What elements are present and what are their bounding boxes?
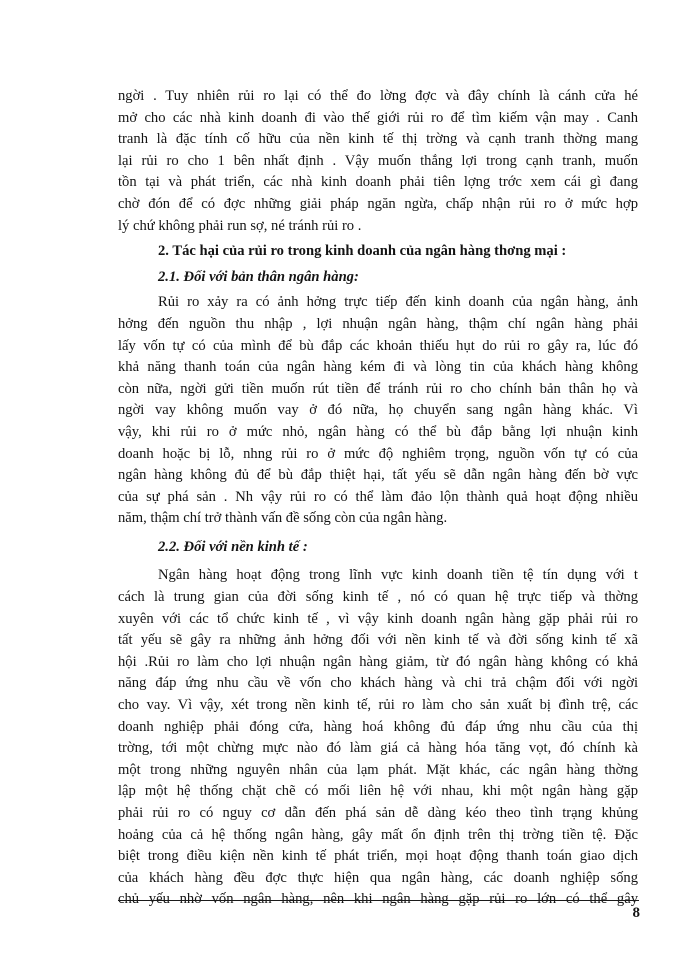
text-line: mở cho các nhà kinh doanh đi vào thế giới rủi ro để tìm kiếm vận may . Canh <box>118 109 638 126</box>
subsection-heading-2-1: 2.1. Đối với bản thân ngân hàng: <box>158 268 359 285</box>
text-line: tất yếu sẽ gây ra những ảnh hởng đối với nền kinh tế và đời sống kinh tế xã <box>118 632 638 649</box>
text-line: cách là trung gian của đời sống kinh tế , nó có quan hệ trực tiếp và thờng <box>118 589 638 606</box>
text-line: còn nữa, ngời gửi tiền muốn rút tiền để tránh rủi ro cho chính bản thân họ và <box>118 380 638 397</box>
text-line: lấy vốn tự có của mình để bù đắp các khoản thiếu hụt do rủi ro gây ra, lúc đó <box>118 337 638 354</box>
text-line: lại rủi ro cho 1 bên nhất định . Vậy muốn thắng lợi trong cạnh tranh, muốn <box>118 152 638 169</box>
page-body <box>118 86 638 911</box>
text-line: năm, thậm chí trở thành vấn đề sống còn của ngân hàng. <box>118 510 448 527</box>
text-line: Ngân hàng hoạt động trong lĩnh vực kinh doanh tiền tệ tín dụng với t <box>158 567 638 584</box>
text-line: ngời . Tuy nhiên rủi ro lại có thể đo lờng đợc và đây chính là cánh cửa hé <box>118 88 638 104</box>
paragraph-bank-impact <box>118 292 638 530</box>
section-heading-2: 2. Tác hại của rủi ro trong kinh doanh của ngân hàng thơng mại : <box>158 243 567 260</box>
paragraph-intro-continuation <box>118 86 638 237</box>
text-line: của khách hàng đều đợc thực hiện qua ngân hàng, các doanh nghiệp sống <box>118 869 638 886</box>
text-line: hởng đến nguồn thu nhập , lợi nhuận ngân hàng, thậm chí ngân hàng phải <box>118 315 638 332</box>
text-line: lập một hệ thống chặt chẽ có mối liên hệ với nhau, khi một ngân hàng gặp <box>118 783 638 800</box>
text-line: biệt trong điều kiện nền kinh tế phát triển, mọi hoạt động thanh toán giao dịch <box>118 848 638 865</box>
text-line: lý chứ không phải run sợ, né tránh rủi ro . <box>118 217 362 234</box>
page-number: 8 <box>632 905 640 921</box>
text-line: của sự phá sản . Nh vậy rủi ro có thể làm đảo lộn thành quả hoạt động nhiều <box>118 488 638 505</box>
subsection-heading-2-2: 2.2. Đối với nền kinh tế : <box>158 538 308 555</box>
text-line: hội .Rủi ro làm cho lợi nhuận ngân hàng giảm, từ đó ngân hàng không có khả <box>118 653 638 670</box>
text-line: trờng, tới một chừng mực nào đó làm giá cả hàng hóa tăng vọt, đó chính kà <box>118 740 638 757</box>
footer-divider <box>118 900 639 901</box>
text-line: khả năng thanh toán của ngân hàng kém đi và lòng tin của khách hàng không <box>118 359 638 376</box>
text-line: hoảng của cả hệ thống ngân hàng, gây mất ổn định trên thị trờng tiền tệ. Đặc <box>118 826 638 843</box>
paragraph-economy-impact <box>118 565 638 911</box>
text-line: tồn tại và phát triển, các nhà kinh doanh phải tiên lợng trớc xem cái gì đang <box>118 174 638 191</box>
text-line: cho vay. Vì vậy, xét trong nền kinh tế, rủi ro làm cho sản xuất bị đình trệ, các <box>118 697 638 714</box>
text-line: chủ yếu nhờ vốn ngân hàng, nên khi ngân hàng gặp rủi ro lớn có thể gây <box>118 891 638 908</box>
text-line: ngời vay không muốn vay ở đó nữa, họ chuyển sang ngân hàng khác. Vì <box>118 402 638 419</box>
text-line: doanh nghiệp phải đóng cửa, hàng hoá không đủ đáp ứng nhu cầu của thị <box>118 718 638 735</box>
text-line: tranh là đặc tính cố hữu của nền kinh tế thị trờng và cạnh tranh thờng mang <box>118 131 638 148</box>
text-line: năng đáp ứng nhu cầu về vốn cho khách hàng và chi trả chậm đối với ngời <box>118 675 638 692</box>
text-line: xuyên với các tổ chức kinh tế , vì vậy kinh doanh ngân hàng gặp phải rủi ro <box>118 610 638 627</box>
text-line: Rủi ro xảy ra có ảnh hởng trực tiếp đến kinh doanh của ngân hàng, ảnh <box>158 294 638 311</box>
text-line: doanh hoặc bị lỗ, nhng rủi ro ở mức độ nghiêm trọng, nguồn vốn tự có của <box>118 445 638 462</box>
text-line: ngân hàng không đủ để bù đắp thiệt hại, tất yếu sẽ dẫn ngân hàng đến bờ vực <box>118 467 638 484</box>
text-line: phải rủi ro có nguy cơ dẫn đến phá sản dễ dàng kéo theo tình trạng khủng <box>118 805 638 821</box>
text-line: một trong những nguyên nhân của lạm phát. Mặt khác, các ngân hàng thờng <box>118 761 638 778</box>
text-line: vậy, khi rủi ro ở mức nhỏ, ngân hàng có thể bù đắp bằng lợi nhuận kinh <box>118 423 638 440</box>
text-line: chờ đón để có đợc những giải pháp ngăn ngừa, chấp nhận rủi ro ở mức hợp <box>118 195 638 212</box>
